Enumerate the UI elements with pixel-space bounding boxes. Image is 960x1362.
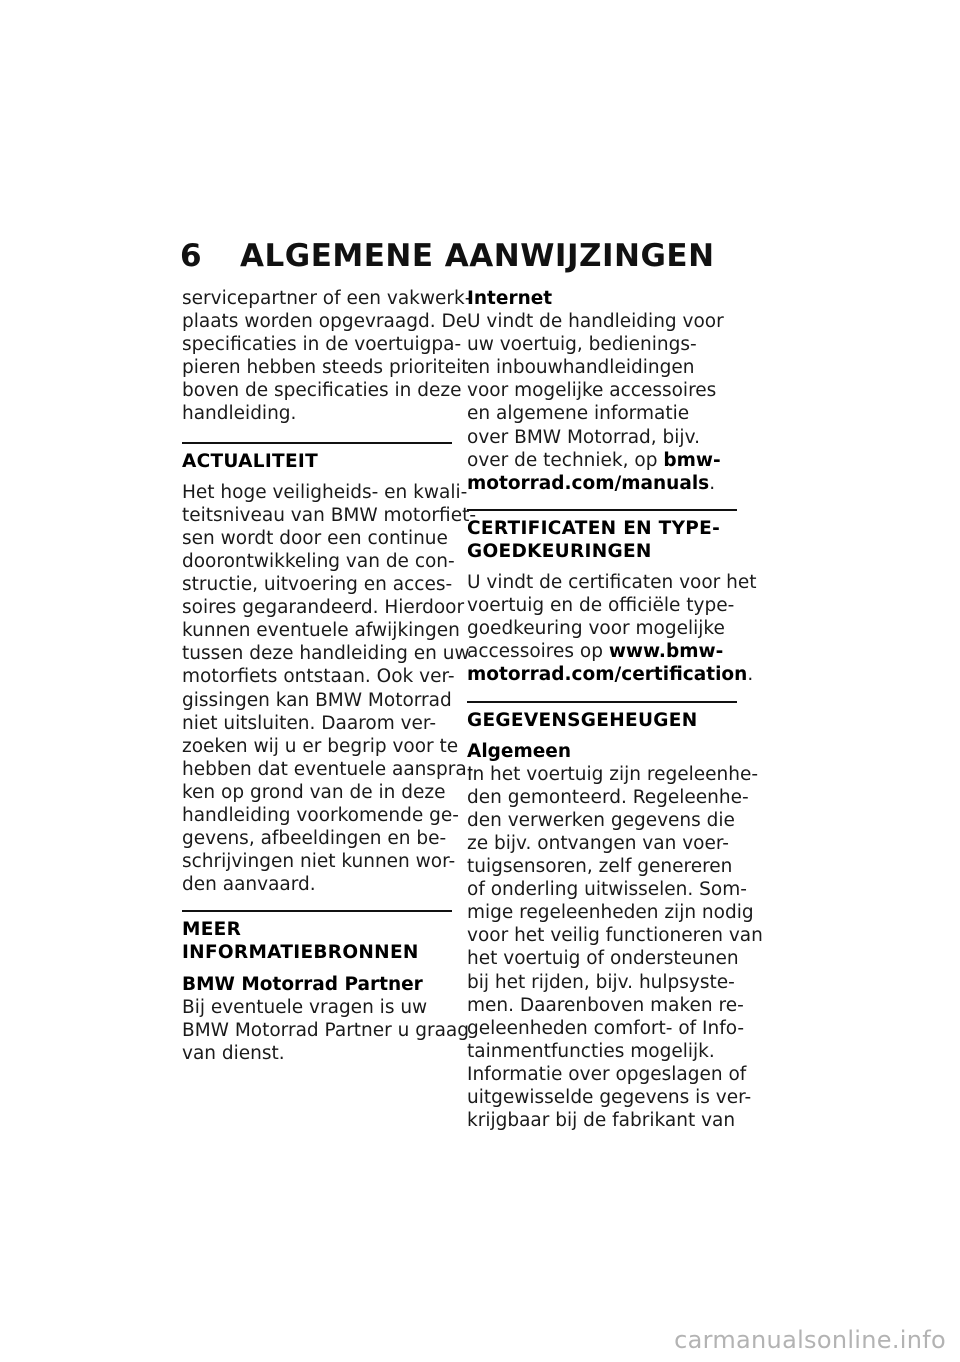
chapter-title: ALGEMENE AANWIJZINGEN [240, 238, 715, 274]
text-line: voor mogelijke accessoires [467, 380, 717, 402]
text-line: gissingen kan BMW Motorrad [182, 689, 452, 711]
text-line: tainmentfuncties mogelijk. [467, 1040, 715, 1062]
certificaten-paragraph [467, 571, 757, 686]
text-line: structie, uitvoering en acces- [182, 574, 453, 596]
text-line: servicepartner of een vakwerk- [182, 288, 472, 309]
text-line: van dienst. [182, 1042, 285, 1064]
certification-link-part-1[interactable]: www.bmw- [608, 641, 724, 663]
section-heading-meer-1: MEER [182, 919, 242, 941]
subheading-algemeen: Algemeen [467, 740, 571, 762]
subheading-internet: Internet [467, 288, 553, 309]
text-line: In het voertuig zijn regeleenhe- [467, 763, 759, 785]
text-line: uitgewisselde gegevens is ver- [467, 1087, 752, 1108]
section-heading-certificaten-2: GOEDKEURINGEN [467, 540, 652, 562]
subheading-bmw-partner: BMW Motorrad Partner [182, 973, 423, 995]
text-line [467, 472, 737, 495]
text-line: doorontwikkeling van de con- [182, 550, 455, 572]
text-line: plaats worden opgevraagd. De [182, 311, 468, 333]
right-column [467, 287, 763, 1132]
text-line: zoeken wij u er begrip voor te [182, 735, 459, 757]
text-line: boven de specificaties in deze [182, 380, 462, 402]
meer-paragraph [182, 996, 470, 1065]
text-line: schrijvingen niet kunnen wor- [182, 851, 456, 873]
text-line: geleenheden comfort- of Info- [467, 1017, 745, 1039]
text-line: hebben dat eventuele aanspra- [182, 758, 474, 780]
text-line: bij het rijden, bijv. hulpsyste- [467, 971, 735, 993]
text-line: U vindt de certificaten voor het [467, 572, 757, 594]
text-line: voor het veilig functioneren van [467, 925, 763, 947]
text-line: ze bijv. ontvangen van voer- [467, 832, 729, 854]
certification-link-part-2[interactable]: motorrad.com/certification [467, 664, 748, 686]
text-line: uw voertuig, bedienings- [467, 334, 697, 356]
text-line: Informatie over opgeslagen of [467, 1063, 747, 1085]
text-run: accessoires op [467, 641, 609, 663]
text-line: handleiding. [182, 403, 297, 425]
text-line: gevens, afbeeldingen en be- [182, 828, 447, 850]
text-line: men. Daarenboven maken re- [467, 994, 744, 1016]
text-line [467, 663, 754, 686]
text-line: Bij eventuele vragen is uw [182, 996, 428, 1018]
left-column [182, 287, 477, 1065]
intro-paragraph [182, 287, 472, 426]
actualiteit-paragraph [182, 481, 477, 897]
text-line: of onderling uitwisselen. Som- [467, 879, 747, 901]
text-line: kunnen eventuele afwijkingen [182, 620, 460, 642]
text-line: pieren hebben steeds prioriteit [182, 357, 469, 379]
section-heading-meer-2: INFORMATIEBRONNEN [182, 942, 419, 964]
text-line: soires gegarandeerd. Hierdoor [182, 597, 465, 619]
text-run: over de techniek, op [467, 449, 664, 471]
text-run: . [709, 472, 716, 494]
section-heading-gegevens: GEGEVENSGEHEUGEN [467, 709, 698, 731]
text-line: goedkeuring voor mogelijke [467, 618, 725, 640]
gegevens-paragraph-1 [467, 763, 763, 1063]
text-line [467, 640, 737, 663]
text-line: voertuig en de officiële type- [467, 595, 735, 617]
text-line: en algemene informatie [467, 403, 690, 425]
text-line: tuigsensoren, zelf genereren [467, 856, 733, 878]
text-line: den verwerken gegevens die [467, 809, 735, 831]
text-line: tussen deze handleiding en uw [182, 643, 470, 665]
text-line: BMW Motorrad Partner u graag [182, 1019, 470, 1041]
text-line [467, 449, 737, 472]
gegevens-paragraph-2 [467, 1063, 752, 1132]
page-title [180, 238, 715, 274]
text-line: den gemonteerd. Regeleenhe- [467, 786, 749, 808]
section-heading-actualiteit: ACTUALITEIT [182, 450, 319, 472]
text-line: mige regeleenheden zijn nodig [467, 902, 754, 924]
text-line: handleiding voorkomende ge- [182, 804, 459, 826]
text-line: specificaties in de voertuigpa- [182, 334, 462, 356]
text-line: en inbouwhandleidingen [467, 357, 695, 379]
text-line: het voertuig of ondersteunen [467, 948, 739, 970]
text-line: over BMW Motorrad, bijv. [467, 426, 700, 448]
manuals-link-part-1[interactable]: bmw- [663, 449, 721, 471]
text-run: . [747, 664, 754, 686]
text-line: sen wordt door een continue [182, 527, 448, 549]
text-line: krijgbaar bij de fabrikant van [467, 1110, 736, 1132]
section-heading-certificaten-1: CERTIFICATEN EN TYPE- [467, 517, 721, 539]
text-line: Het hoge veiligheids- en kwali- [182, 481, 468, 503]
text-line: niet uitsluiten. Daarom ver- [182, 712, 437, 734]
text-line: motorfiets ontstaan. Ook ver- [182, 666, 455, 688]
internet-paragraph [467, 310, 737, 495]
watermark-footer: carmanualsonline.info [674, 1326, 946, 1354]
text-line: den aanvaard. [182, 874, 316, 896]
text-line: U vindt de handleiding voor [467, 311, 724, 333]
chapter-number: 6 [180, 238, 203, 274]
text-line: teitsniveau van BMW motorfiet- [182, 504, 477, 526]
manuals-link-part-2[interactable]: motorrad.com/manuals [467, 472, 710, 494]
text-line: ken op grond van de in deze [182, 781, 446, 803]
